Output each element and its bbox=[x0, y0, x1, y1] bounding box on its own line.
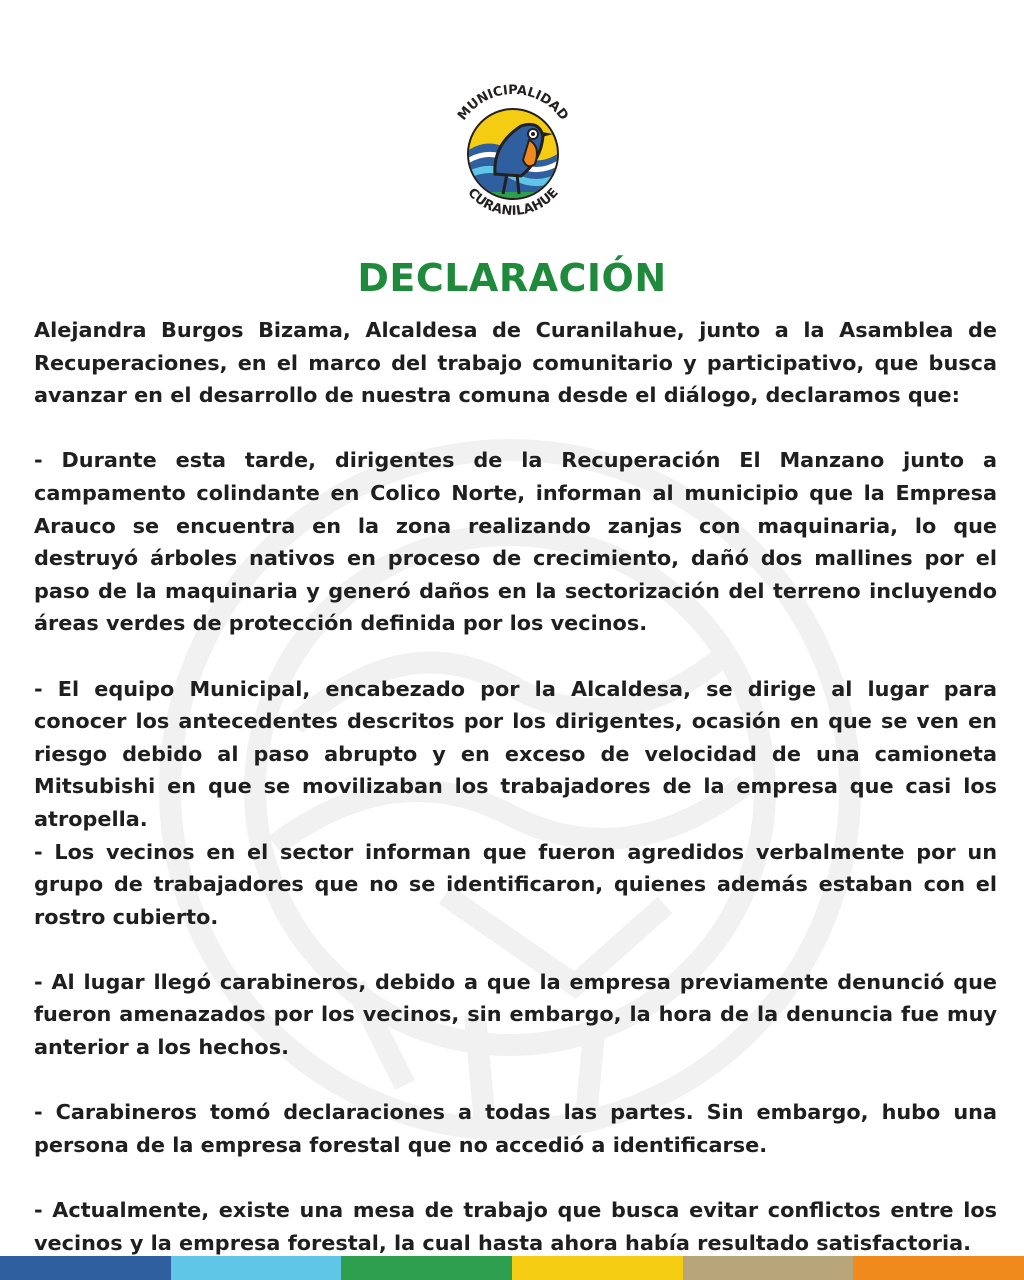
declaration-body bbox=[34, 314, 997, 1259]
intro-paragraph: Alejandra Burgos Bizama, Alcaldesa de Curanilahue, junto a la Asamblea de Recuperaciones, en el marco del trabajo comunitario y participativo, que busca avanzar en el desarrollo de nuestra comuna desde el diálogo, declaramos que: bbox=[34, 318, 997, 408]
logo-top-text: MUNICIPALIDAD bbox=[455, 82, 572, 124]
footer-bar-green bbox=[341, 1256, 512, 1280]
footer-color-bar bbox=[0, 1256, 1024, 1280]
footer-bar-yellow bbox=[512, 1256, 683, 1280]
footer-bar-orange bbox=[853, 1256, 1024, 1280]
footer-bar-blue bbox=[0, 1256, 171, 1280]
page-title: DECLARACIÓN bbox=[357, 256, 667, 300]
paragraph-neighbors: - Los vecinos en el sector informan que fueron agredidos verbalmente por un grupo de trabajadores que no se identificaron, quienes además estaban con el rostro cubierto. bbox=[34, 839, 997, 929]
logo-bottom-text: CURANILAHUE bbox=[464, 185, 562, 220]
footer-bar-tan bbox=[683, 1256, 854, 1280]
paragraph-municipal-team: - El equipo Municipal, encabezado por la Alcaldesa, se dirige al lugar para conocer los antecedentes descritos por los dirigentes, ocasión en que se ven en riesgo debido al paso abrupto y en exceso de velocidad de una camioneta Mitsubishi en que se movilizaban los trabajadores de la empresa que casi los atropella. bbox=[34, 676, 997, 831]
municipality-logo bbox=[443, 74, 583, 224]
paragraph-carabineros-arrival: - Al lugar llegó carabineros, debido a que la empresa previamente denunció que fueron amenazados por los vecinos, sin embargo, la hora de la denuncia fue muy anterior a los hechos. bbox=[34, 969, 997, 1060]
paragraph-statements: - Carabineros tomó declaraciones a todas las partes. Sin embargo, hubo una persona de la empresa forestal que no accedió a identificarse. bbox=[34, 1100, 997, 1157]
footer-bar-light-blue bbox=[171, 1256, 342, 1280]
paragraph-el-manzano: - Durante esta tarde, dirigentes de la Recuperación El Manzano junto a campamento colindante en Colico Norte, informan al municipio que la Empresa Arauco se encuentra en la zona realizando zanjas con maquinaria, lo que destruyó árboles nativos en proceso de crecimiento, dañó dos mallines por el paso de la maquinaria y generó daños en la sectorización del terreno incluyendo áreas verdes de protección definida por los vecinos. bbox=[34, 448, 997, 636]
paragraph-work-table: - Actualmente, existe una mesa de trabajo que busca evitar conflictos entre los vecinos y la empresa forestal, la cual hasta ahora había resultado satisfactoria. bbox=[34, 1198, 997, 1255]
